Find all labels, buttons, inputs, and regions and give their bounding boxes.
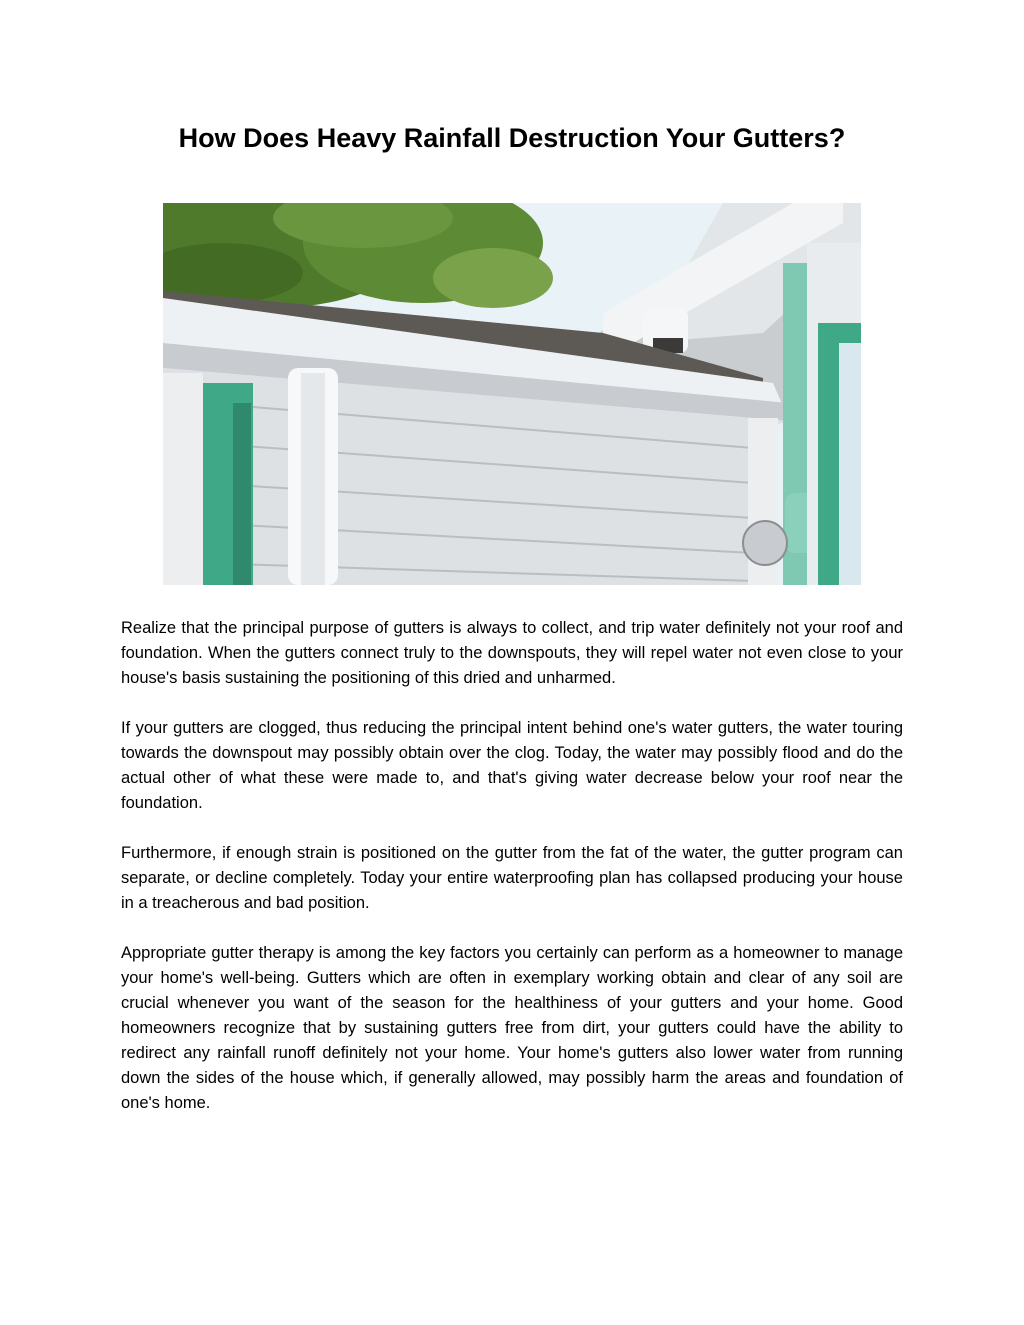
article-body	[121, 616, 903, 1141]
gutter-photo	[163, 203, 861, 585]
paragraph-2: If your gutters are clogged, thus reducing the principal intent behind one's water gutters, the water touring towards the downspout may possibly obtain over the clog. Today, the water may possibly flood and do the actual other of what these were made to, and that's giving water decrease below your roof near the foundation.	[121, 719, 903, 812]
page-title: How Does Heavy Rainfall Destruction Your Gutters?	[178, 123, 846, 153]
paragraph-1: Realize that the principal purpose of gutters is always to collect, and trip water definitely not your roof and foundation. When the gutters connect truly to the downspouts, they will repel water not even close to your house's basis sustaining the positioning of this dried and unharmed.	[121, 619, 903, 687]
paragraph-3: Furthermore, if enough strain is positioned on the gutter from the fat of the water, the gutter program can separate, or decline completely. Today your entire waterproofing plan has collapsed producing your house in a treacherous and bad position.	[121, 844, 903, 912]
paragraph-4: Appropriate gutter therapy is among the key factors you certainly can perform as a homeowner to manage your home's well-being. Gutters which are often in exemplary working obtain and clear of any soil are crucial whenever you want of the season for the healthiness of your gutters and your home. Good homeowners recognize that by sustaining gutters free from dirt, your gutters could have the ability to redirect any rainfall runoff definitely not your home. Your home's gutters also lower water from running down the sides of the house which, if generally allowed, may possibly harm the areas and foundation of one's home.	[121, 944, 903, 1112]
downspout	[288, 368, 338, 585]
tree-foliage	[163, 203, 553, 308]
